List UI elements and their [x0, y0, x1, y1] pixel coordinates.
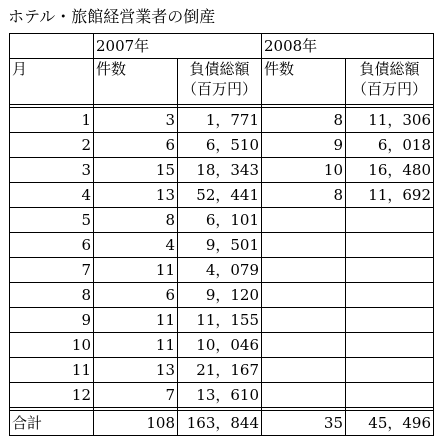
table-row	[10, 158, 434, 183]
month-cell: 3	[10, 158, 94, 183]
count-2008-cell	[262, 358, 346, 383]
year-header-row	[10, 34, 434, 59]
debt-2007-cell: 21，167	[178, 358, 262, 383]
month-cell: 10	[10, 333, 94, 358]
table-row	[10, 133, 434, 158]
table-row	[10, 258, 434, 283]
count-2007-cell: 11	[94, 258, 178, 283]
table-row	[10, 383, 434, 408]
count-2007-header: 件数	[94, 59, 178, 105]
debt-2007-cell: 6，510	[178, 133, 262, 158]
count-2007-cell: 4	[94, 233, 178, 258]
debt-2007-cell: 9，501	[178, 233, 262, 258]
count-2007-cell: 13	[94, 183, 178, 208]
debt-2008-cell	[346, 283, 434, 308]
year-2008-header: 2008年	[262, 34, 434, 59]
count-2008-cell: 9	[262, 133, 346, 158]
month-header: 月	[10, 59, 94, 105]
count-2008-cell	[262, 308, 346, 333]
column-header-row	[10, 59, 434, 105]
table-row	[10, 108, 434, 133]
month-cell: 6	[10, 233, 94, 258]
count-2008-cell	[262, 208, 346, 233]
total-count-2007: 108	[94, 411, 178, 436]
debt-2008-cell	[346, 333, 434, 358]
debt-2007-header-line2: （百万円）	[181, 80, 257, 98]
count-2007-cell: 11	[94, 308, 178, 333]
total-debt-2008: 45，496	[346, 411, 434, 436]
month-cell: 7	[10, 258, 94, 283]
table-row	[10, 358, 434, 383]
count-2008-cell	[262, 333, 346, 358]
debt-2007-cell: 18，343	[178, 158, 262, 183]
table-row	[10, 183, 434, 208]
debt-2008-cell: 6，018	[346, 133, 434, 158]
month-cell: 12	[10, 383, 94, 408]
debt-2008-cell: 16，480	[346, 158, 434, 183]
count-2007-cell: 3	[94, 108, 178, 133]
debt-2007-cell: 4，079	[178, 258, 262, 283]
debt-2008-cell	[346, 258, 434, 283]
bankruptcy-table	[9, 33, 434, 436]
debt-2007-cell: 13，610	[178, 383, 262, 408]
corner-cell	[10, 34, 94, 59]
total-count-2008: 35	[262, 411, 346, 436]
month-cell: 8	[10, 283, 94, 308]
total-debt-2007: 163，844	[178, 411, 262, 436]
page-title: ホテル・旅館経営業者の倒産	[8, 7, 216, 26]
debt-2008-cell: 11，692	[346, 183, 434, 208]
count-2008-header: 件数	[262, 59, 346, 105]
debt-2007-cell: 52，441	[178, 183, 262, 208]
table-row	[10, 333, 434, 358]
count-2007-cell: 15	[94, 158, 178, 183]
debt-2008-cell	[346, 308, 434, 333]
count-2007-cell: 7	[94, 383, 178, 408]
debt-2007-cell: 6，101	[178, 208, 262, 233]
count-2008-cell: 8	[262, 108, 346, 133]
month-cell: 4	[10, 183, 94, 208]
month-cell: 9	[10, 308, 94, 333]
table-row	[10, 283, 434, 308]
debt-2007-cell: 1，771	[178, 108, 262, 133]
debt-2008-cell	[346, 383, 434, 408]
debt-2008-cell	[346, 233, 434, 258]
month-cell: 5	[10, 208, 94, 233]
debt-2008-header	[346, 59, 434, 105]
debt-2007-cell: 11，155	[178, 308, 262, 333]
month-cell: 2	[10, 133, 94, 158]
count-2007-cell: 8	[94, 208, 178, 233]
debt-2007-cell: 9，120	[178, 283, 262, 308]
month-cell: 11	[10, 358, 94, 383]
debt-2008-header-line2: （百万円）	[351, 80, 427, 98]
year-2007-header: 2007年	[94, 34, 262, 59]
debt-2007-cell: 10，046	[178, 333, 262, 358]
count-2007-cell: 13	[94, 358, 178, 383]
debt-2008-cell	[346, 208, 434, 233]
count-2008-cell: 10	[262, 158, 346, 183]
count-2008-cell	[262, 383, 346, 408]
count-2007-cell: 6	[94, 283, 178, 308]
count-2008-cell	[262, 258, 346, 283]
count-2008-cell	[262, 283, 346, 308]
debt-2008-cell	[346, 358, 434, 383]
month-cell: 1	[10, 108, 94, 133]
total-row	[10, 411, 434, 436]
debt-2007-header-line1: 負債総額	[189, 60, 250, 78]
total-label: 合計	[10, 411, 94, 436]
count-2008-cell	[262, 233, 346, 258]
debt-2007-header	[178, 59, 262, 105]
count-2007-cell: 6	[94, 133, 178, 158]
table-row	[10, 308, 434, 333]
debt-2008-cell: 11，306	[346, 108, 434, 133]
count-2008-cell: 8	[262, 183, 346, 208]
table-row	[10, 233, 434, 258]
debt-2008-header-line1: 負債総額	[359, 60, 420, 78]
count-2007-cell: 11	[94, 333, 178, 358]
table-row	[10, 208, 434, 233]
